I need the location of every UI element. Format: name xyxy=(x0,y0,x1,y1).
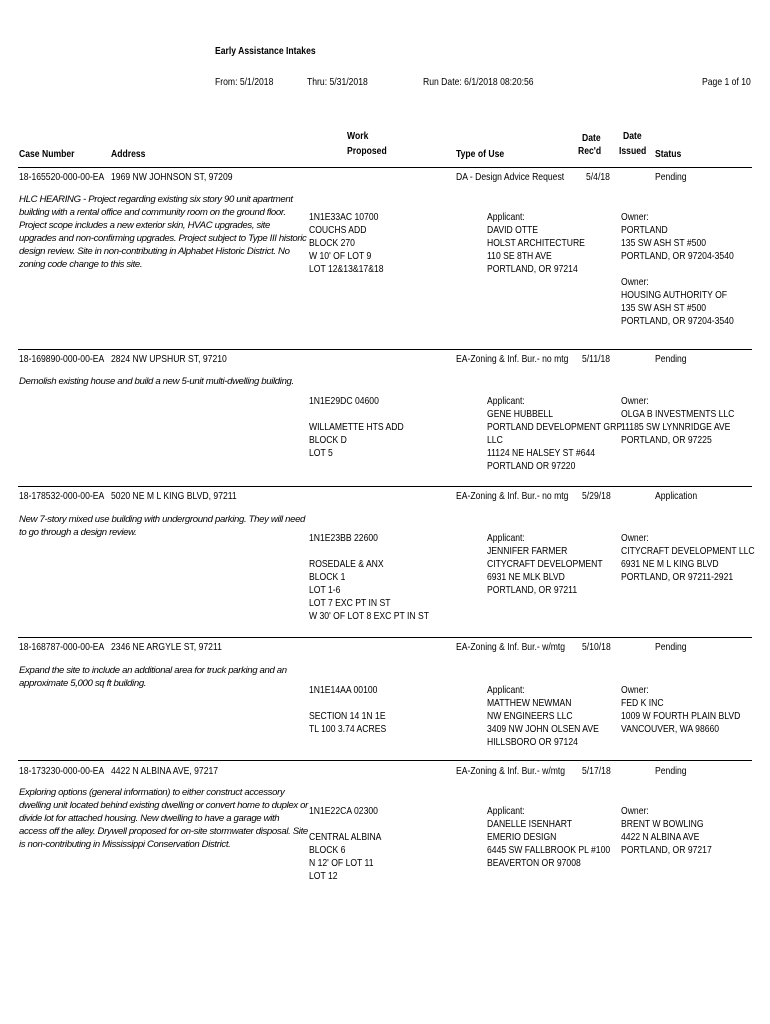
status: Pending xyxy=(655,353,687,365)
from-date: From: 5/1/2018 xyxy=(215,76,274,88)
property-info: 1N1E33AC 10700 COUCHS ADD BLOCK 270 W 10' OF LOT 9 LOT 12&13&17&18 xyxy=(309,211,384,275)
property-info: 1N1E23BB 22600 ROSEDALE & ANX BLOCK 1 LOT 1-6 LOT 7 EXC PT IN ST W 30' OF LOT 8 EXC PT IN ST xyxy=(309,532,429,622)
case-number: 18-168787-000-00-EA xyxy=(19,641,105,653)
type-of-use: EA-Zoning & Inf. Bur.- no mtg xyxy=(456,490,569,502)
row-divider xyxy=(18,760,752,761)
property-info: 1N1E14AA 00100 SECTION 14 1N 1E TL 100 3.74 ACRES xyxy=(309,684,387,735)
case-description: Expand the site to include an additional area for truck parking and an approximate 5,000 sq ft building. xyxy=(19,665,287,689)
col-date-recd-2: Rec'd xyxy=(578,145,602,157)
run-date: Run Date: 6/1/2018 08:20:56 xyxy=(423,76,534,88)
owner-info: Owner: BRENT W BOWLING 4422 N ALBINA AVE PORTLAND, OR 97217 xyxy=(621,805,712,856)
owner-info: Owner: FED K INC 1009 W FOURTH PLAIN BLVD VANCOUVER, WA 98660 xyxy=(621,684,741,735)
case-description: Exploring options (general information) to either construct accessory dwelling unit located behind existing dwelling or convert home to duplex or divide lot for attached housing. New dwelling to have a garage with access off the alley. Drywell proposed for on-site stormwater disposal. Site is non-contributing in Mississippi Conservation District. xyxy=(19,787,308,850)
case-address: 5020 NE M L KING BLVD, 97211 xyxy=(111,490,237,502)
col-address: Address xyxy=(111,148,146,160)
type-of-use: EA-Zoning & Inf. Bur.- w/mtg xyxy=(456,765,566,777)
owner-info: Owner: CITYCRAFT DEVELOPMENT LLC 6931 NE M L KING BLVD PORTLAND, OR 97211-2921 xyxy=(621,532,755,583)
type-of-use: DA - Design Advice Request xyxy=(456,171,565,183)
col-date-recd-1: Date xyxy=(582,132,601,144)
case-description: HLC HEARING - Project regarding existing six story 90 unit apartment building with a rental office and community room on the ground floor. Project scope includes a new exterior skin, HVAC upgrades, site upgrades and non-confirming upgrades. Project subject to Type III historic design review. Site in non-contributing in Alphabet Historic District. No zoning code change to this site. xyxy=(19,194,307,270)
row-divider xyxy=(18,486,752,487)
owner-info: Owner: OLGA B INVESTMENTS LLC 11185 SW LYNNRIDGE AVE PORTLAND, OR 97225 xyxy=(621,395,735,446)
col-status: Status xyxy=(655,148,682,160)
thru-date: Thru: 5/31/2018 xyxy=(307,76,368,88)
applicant-info: Applicant: DANELLE ISENHART EMERIO DESIGN 6445 SW FALLBROOK PL #100 BEAVERTON OR 97008 xyxy=(487,805,611,869)
col-work: Work xyxy=(347,130,369,142)
case-number: 18-169890-000-00-EA xyxy=(19,353,105,365)
case-description: Demolish existing house and build a new 5-unit multi-dwelling building. xyxy=(19,376,294,387)
row-divider xyxy=(18,349,752,350)
report-title: Early Assistance Intakes xyxy=(215,45,316,57)
case-address: 1969 NW JOHNSON ST, 97209 xyxy=(111,171,233,183)
row-divider xyxy=(18,637,752,638)
case-number: 18-178532-000-00-EA xyxy=(19,490,105,502)
col-proposed: Proposed xyxy=(347,145,387,157)
property-info: 1N1E29DC 04600 WILLAMETTE HTS ADD BLOCK D LOT 5 xyxy=(309,395,404,459)
case-address: 4422 N ALBINA AVE, 97217 xyxy=(111,765,219,777)
date-recd: 5/17/18 xyxy=(582,765,611,777)
applicant-info: Applicant: JENNIFER FARMER CITYCRAFT DEVELOPMENT 6931 NE MLK BLVD PORTLAND, OR 97211 xyxy=(487,532,603,596)
applicant-info: Applicant: DAVID OTTE HOLST ARCHITECTURE 110 SE 8TH AVE PORTLAND, OR 97214 xyxy=(487,211,585,275)
date-recd: 5/11/18 xyxy=(582,353,611,365)
date-recd: 5/29/18 xyxy=(582,490,611,502)
case-number: 18-173230-000-00-EA xyxy=(19,765,105,777)
status: Pending xyxy=(655,171,687,183)
col-case-number: Case Number xyxy=(19,148,75,160)
property-info: 1N1E22CA 02300 CENTRAL ALBINA BLOCK 6 N 12' OF LOT 11 LOT 12 xyxy=(309,805,382,882)
page-number: Page 1 of 10 xyxy=(702,76,751,88)
case-address: 2346 NE ARGYLE ST, 97211 xyxy=(111,641,222,653)
date-recd: 5/4/18 xyxy=(586,171,610,183)
type-of-use: EA-Zoning & Inf. Bur.- w/mtg xyxy=(456,641,566,653)
owner-info: Owner: PORTLAND 135 SW ASH ST #500 PORTLAND, OR 97204-3540 Owner: HOUSING AUTHORITY OF 135 SW ASH ST #500 PORTLAND, OR 97204-3540 xyxy=(621,211,734,327)
date-recd: 5/10/18 xyxy=(582,641,611,653)
type-of-use: EA-Zoning & Inf. Bur.- no mtg xyxy=(456,353,569,365)
status: Application xyxy=(655,490,698,502)
applicant-info: Applicant: MATTHEW NEWMAN NW ENGINEERS LLC 3409 NW JOHN OLSEN AVE HILLSBORO OR 97124 xyxy=(487,684,599,748)
col-date-issued-1: Date xyxy=(623,130,642,142)
case-number: 18-165520-000-00-EA xyxy=(19,171,105,183)
col-type-of-use: Type of Use xyxy=(456,148,505,160)
header-divider xyxy=(18,167,752,168)
case-address: 2824 NW UPSHUR ST, 97210 xyxy=(111,353,227,365)
col-date-issued-2: Issued xyxy=(619,145,647,157)
status: Pending xyxy=(655,765,687,777)
applicant-info: Applicant: GENE HUBBELL PORTLAND DEVELOPMENT GRP LLC 11124 NE HALSEY ST #644 PORTLAND OR 97220 xyxy=(487,395,623,472)
case-description: New 7-story mixed use building with underground parking. They will need to go through a design review. xyxy=(19,514,306,538)
status: Pending xyxy=(655,641,687,653)
